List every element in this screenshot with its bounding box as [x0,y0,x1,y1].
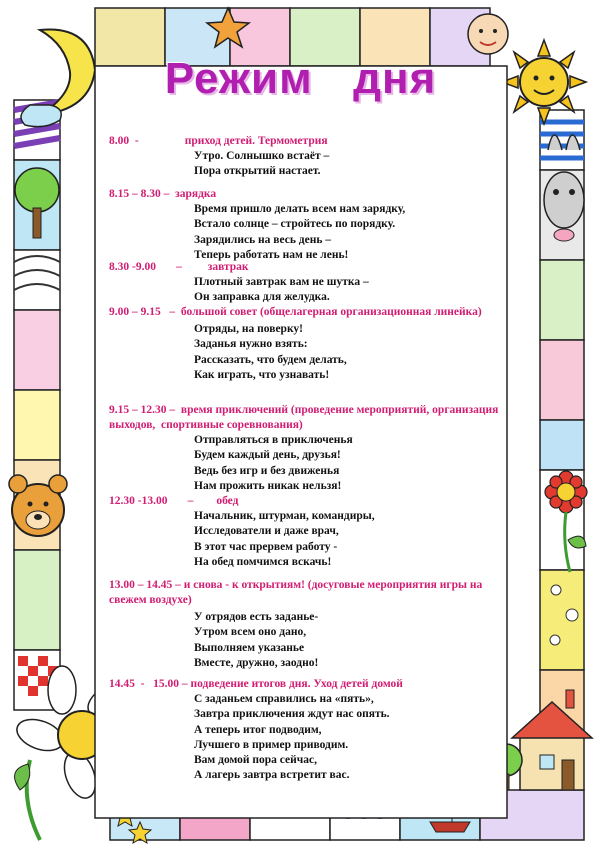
poem-line: Завтра приключения ждут нас опять. [194,708,390,721]
poem-line: Вам домой пора сейчас, [194,754,317,767]
poem-line: Отряды, на поверку! [194,323,303,335]
poem-line: Он заправка для желудка. [194,291,330,304]
poem-line: Утром всем оно дано, [194,626,307,639]
schedule-entry-0800 [109,134,504,180]
schedule-entry-1300 [109,578,504,671]
entry-time: 12.30 -13.00 – обед [109,495,239,507]
poem-line: Заданья нужно взять: [194,338,308,351]
page-title [0,54,601,114]
poem-line: Пора открытий настает. [194,165,321,178]
poem-line: В этот час прервем работу - [194,540,338,553]
poem-line: Встало солнце – стройтесь по порядку. [194,218,396,231]
poem-line: Теперь работать нам не лень! [194,248,349,261]
poem-line: Выполняем указанье [194,641,305,654]
entry-time: 13.00 – 14.45 – и снова - к открытиям! (досуговые мероприятия игры на свежем воздухе) [109,579,486,606]
schedule-entry-1230 [109,494,504,570]
entry-poem [194,202,504,263]
entry-time: 14.45 - 15.00 – подведение итогов дня. Уход детей домой [109,678,403,690]
schedule-entry-1445 [109,677,504,784]
poem-line: Утро. Солнышко встаёт – [194,150,330,162]
entry-time: 8.00 - приход детей. Термометрия [109,135,328,147]
poem-line: С заданьем справились на «пять», [194,693,374,705]
poem-line: Будем каждый день, друзья! [194,449,341,462]
poem-line: Исследователи и даже врач, [194,525,339,538]
poem-line: Отправляться в приключенья [194,434,353,446]
schedule-entry-0915 [109,403,504,494]
entry-time: 8.30 -9.00 – завтрак [109,261,249,273]
entry-time: 9.15 – 12.30 – время приключений (проведение мероприятий, организация выходов, спортивные соревнования) [109,404,502,431]
schedule-entry-0830 [109,260,504,306]
poem-line: Начальник, штурман, командиры, [194,510,375,522]
entry-poem [194,275,504,306]
entry-poem [194,610,504,671]
entry-time: 9.00 – 9.15 – большой совет (общелагерная организационная линейка) [109,306,482,318]
poem-line: Как играть, что узнавать! [194,368,330,381]
entry-poem [194,433,504,494]
schedule-entry-0900 [109,305,504,383]
poem-line: На обед помчимся вскачь! [194,555,332,568]
title-word-1: Режим [164,54,313,103]
entry-poem [194,692,504,784]
entry-poem [194,322,504,383]
poem-line: Ведь без игр и без движенья [194,464,340,477]
entry-poem [194,509,504,570]
poem-line: Плотный завтрак вам не шутка – [194,276,369,288]
poem-line: А лагерь завтра встретит вас. [194,769,350,782]
poem-line: У отрядов есть заданье- [194,611,319,623]
poem-line: Зарядились на весь день – [194,233,332,246]
poem-line: Рассказать, что будем делать, [194,353,347,366]
entry-time: 8.15 – 8.30 – зарядка [109,188,217,200]
entry-poem [194,149,504,180]
title-word-2: дня [353,54,437,103]
schedule-entry-0815 [109,187,504,263]
poem-line: Лучшего в пример приводим. [194,738,349,751]
poem-line: Вместе, дружно, заодно! [194,656,319,669]
poem-line: А теперь итог подводим, [194,723,322,736]
poem-line: Время пришло делать всем нам зарядку, [194,203,406,215]
poem-line: Нам прожить никак нельзя! [194,479,342,492]
